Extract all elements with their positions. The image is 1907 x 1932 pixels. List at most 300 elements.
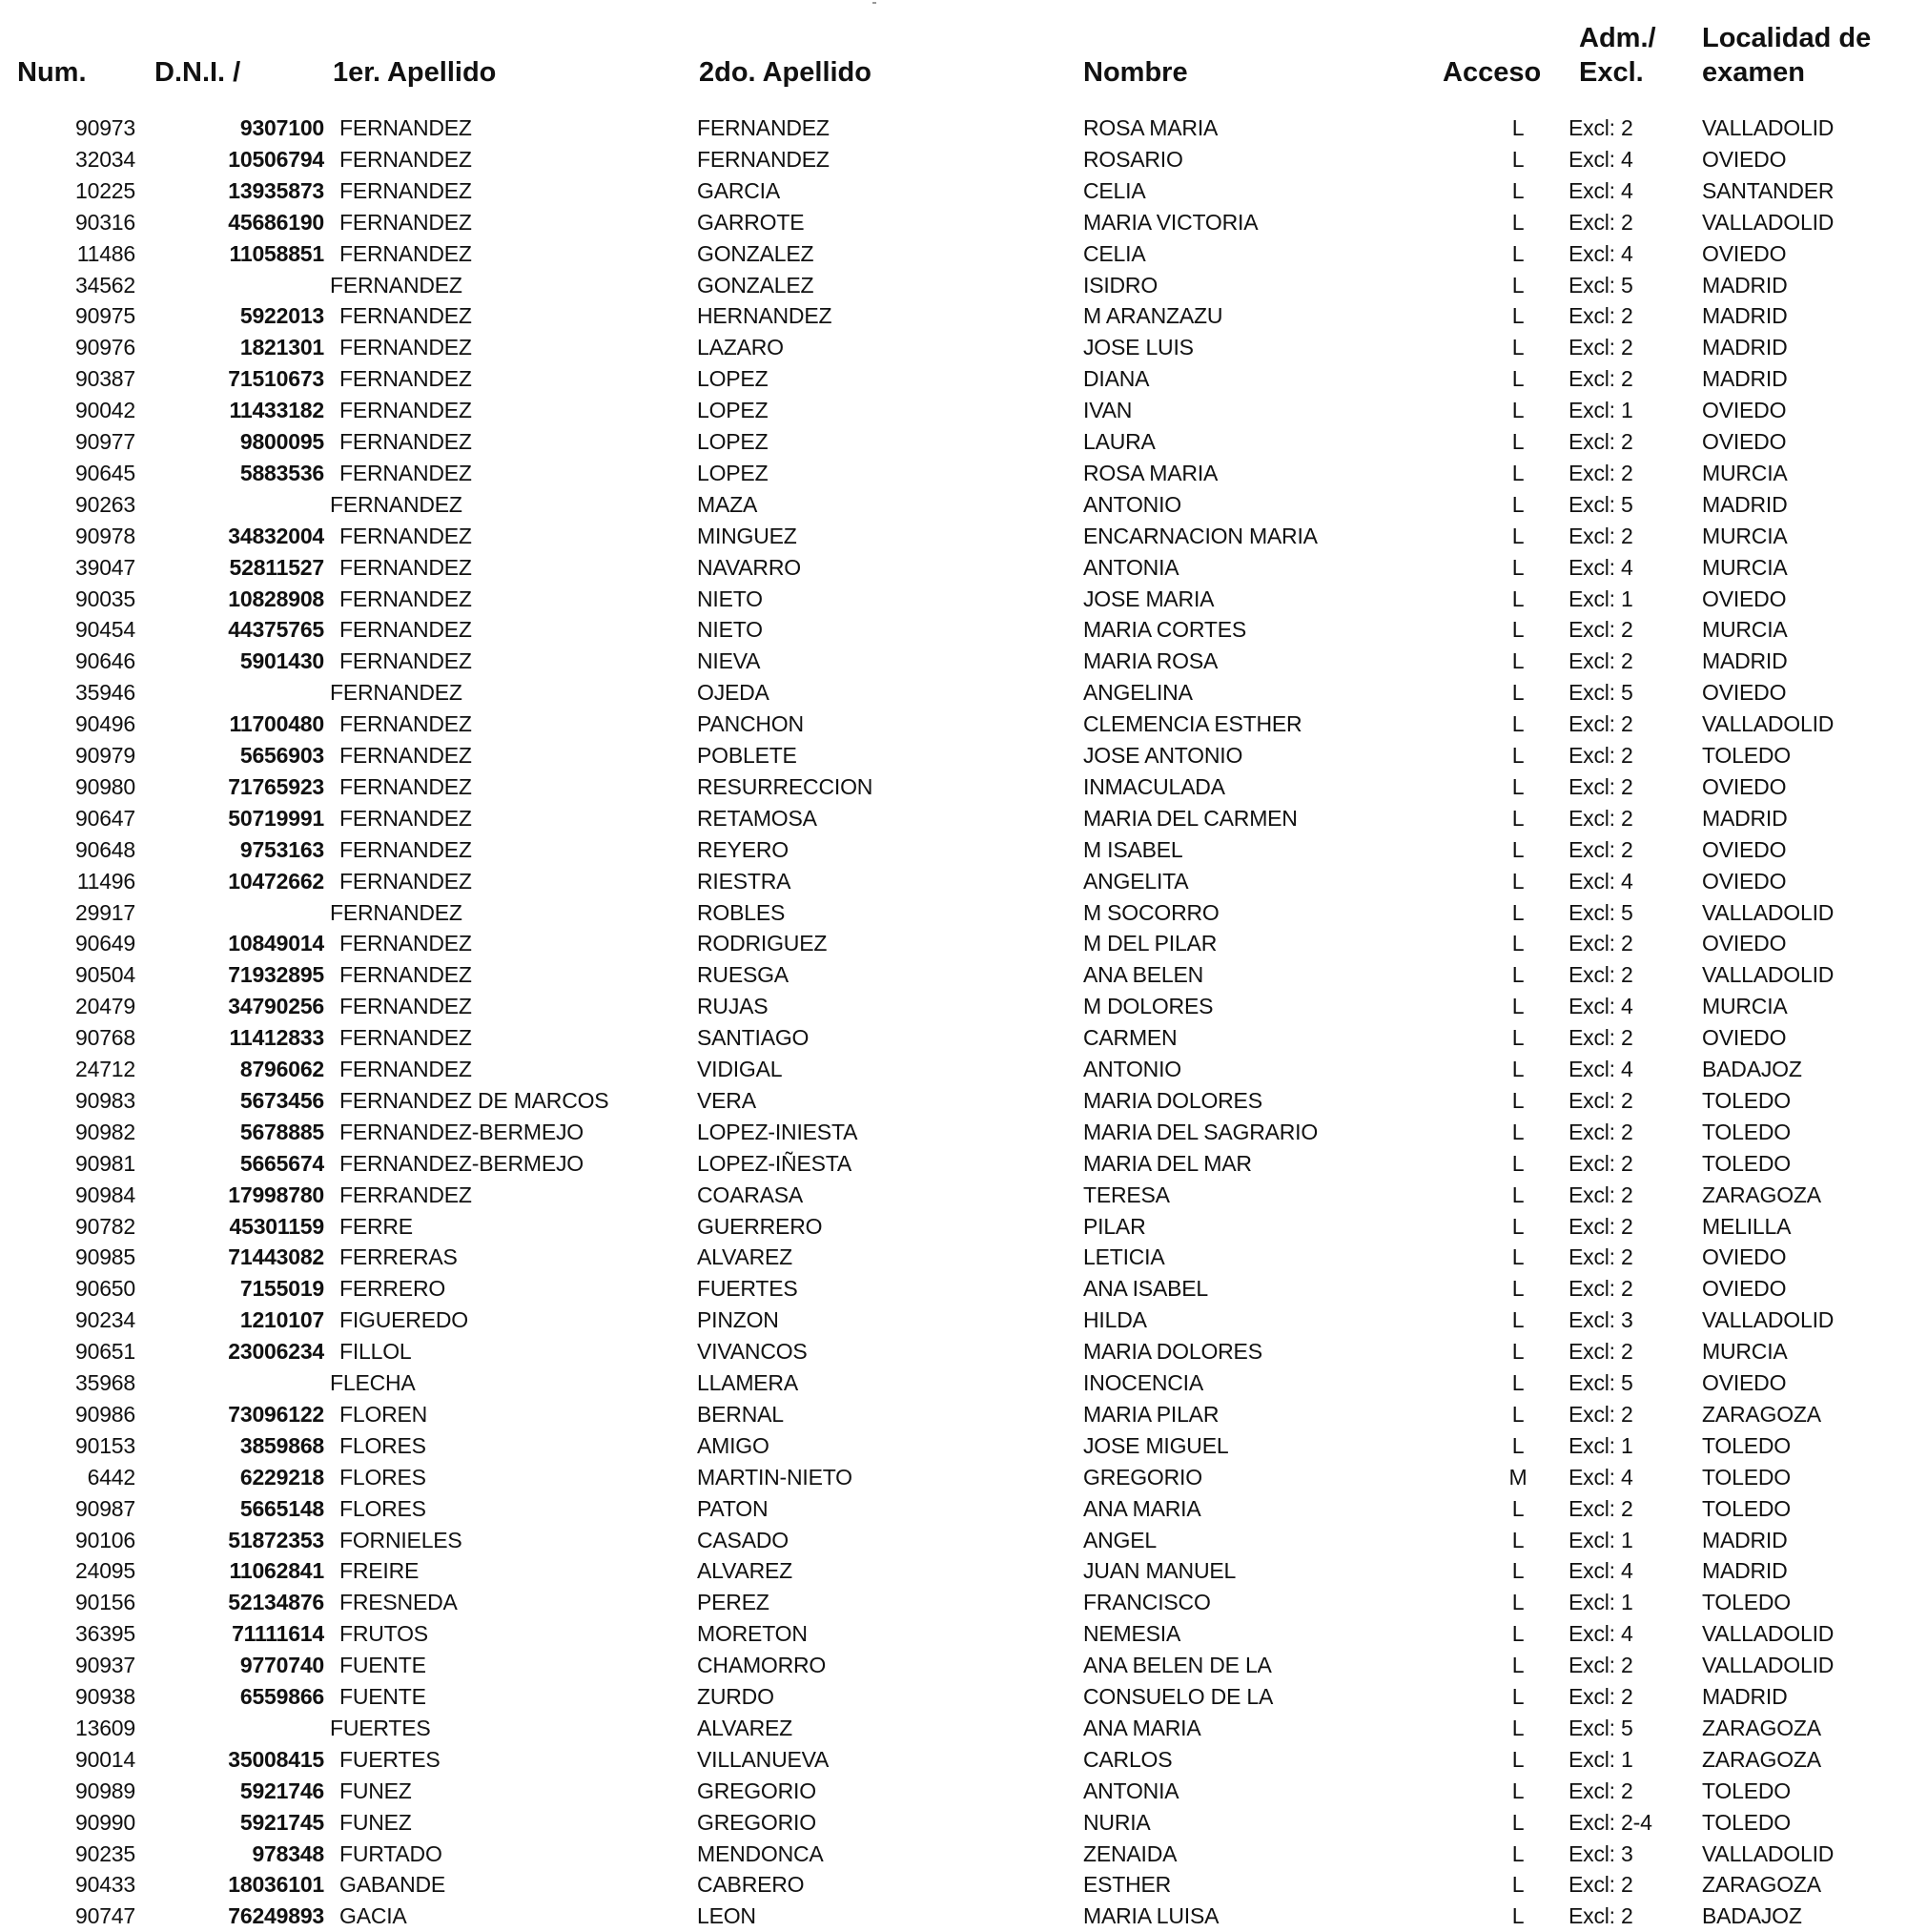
cell-adm-excl: Excl: 2	[1569, 1087, 1633, 1113]
table-row	[0, 300, 1907, 332]
cell-acceso: L	[1511, 398, 1525, 423]
table-row	[0, 771, 1907, 803]
cell-acceso: L	[1511, 1432, 1525, 1458]
table-row	[0, 270, 1907, 301]
cell-dni: 35008415	[228, 1746, 324, 1772]
cell-nombre: NURIA	[1083, 1809, 1151, 1835]
cell-apellido1: FERNANDEZ	[330, 491, 462, 517]
cell-num: 90747	[75, 1903, 135, 1929]
cell-apellido1: FERNANDEZ-BERMEJO	[339, 1119, 584, 1144]
cell-nombre: INOCENCIA	[1083, 1370, 1203, 1395]
cell-localidad: MADRID	[1702, 1527, 1788, 1552]
table-row	[0, 175, 1907, 207]
cell-acceso: L	[1511, 1527, 1525, 1552]
cell-adm-excl: Excl: 3	[1569, 1307, 1633, 1333]
cell-localidad: OVIEDO	[1702, 680, 1787, 706]
cell-nombre: CELIA	[1083, 177, 1146, 203]
cell-adm-excl: Excl: 2	[1569, 115, 1633, 140]
cell-adm-excl: Excl: 2	[1569, 1339, 1633, 1365]
cell-apellido2: GREGORIO	[697, 1778, 816, 1803]
cell-dni: 7155019	[239, 1276, 324, 1302]
cell-acceso: L	[1511, 146, 1525, 172]
cell-dni: 11700480	[229, 711, 324, 737]
cell-nombre: JOSE LUIS	[1083, 335, 1194, 360]
cell-acceso: L	[1511, 1119, 1525, 1144]
cell-apellido1: FERNANDEZ	[339, 805, 472, 831]
table-row	[0, 1054, 1907, 1085]
header-dni: D.N.I. /	[154, 57, 241, 88]
cell-apellido2: AMIGO	[697, 1432, 769, 1458]
cell-localidad: OVIEDO	[1702, 240, 1787, 266]
cell-nombre: ANTONIA	[1083, 1778, 1179, 1803]
cell-nombre: JOSE MIGUEL	[1083, 1432, 1229, 1458]
table-row	[0, 426, 1907, 458]
cell-nombre: ROSA MARIA	[1083, 460, 1219, 485]
header-acceso: Acceso	[1443, 57, 1542, 88]
cell-adm-excl: Excl: 1	[1569, 586, 1633, 611]
cell-num: 34562	[75, 272, 135, 298]
cell-num: 90042	[75, 398, 135, 423]
cell-localidad: MADRID	[1702, 335, 1788, 360]
cell-num: 90980	[75, 773, 135, 799]
cell-dni: 17998780	[228, 1182, 324, 1207]
cell-nombre: ROSARIO	[1083, 146, 1183, 172]
cell-localidad: OVIEDO	[1702, 146, 1787, 172]
cell-apellido2: BERNAL	[697, 1401, 784, 1427]
cell-localidad: OVIEDO	[1702, 836, 1787, 862]
cell-dni: 9307100	[239, 115, 324, 140]
cell-apellido2: GARROTE	[697, 209, 805, 235]
cell-dni: 11062841	[229, 1558, 324, 1584]
cell-nombre: IVAN	[1083, 398, 1133, 423]
cell-acceso: L	[1511, 335, 1525, 360]
cell-nombre: CELIA	[1083, 240, 1146, 266]
cell-localidad: ZARAGOZA	[1702, 1746, 1821, 1772]
cell-localidad: ZARAGOZA	[1702, 1872, 1821, 1898]
cell-apellido2: COARASA	[697, 1182, 804, 1207]
cell-apellido1: FERNANDEZ	[339, 366, 472, 392]
cell-localidad: VALLADOLID	[1702, 1840, 1835, 1866]
cell-localidad: MURCIA	[1702, 523, 1788, 548]
table-row	[0, 740, 1907, 771]
cell-adm-excl: Excl: 1	[1569, 1432, 1633, 1458]
cell-acceso: L	[1511, 1590, 1525, 1615]
cell-adm-excl: Excl: 2	[1569, 1903, 1633, 1929]
cell-apellido2: CASADO	[697, 1527, 789, 1552]
cell-num: 90768	[75, 1025, 135, 1051]
cell-apellido2: LEON	[697, 1903, 756, 1929]
cell-num: 90982	[75, 1119, 135, 1144]
cell-dni: 52134876	[228, 1590, 324, 1615]
table-row	[0, 897, 1907, 929]
cell-dni: 10506794	[228, 146, 324, 172]
cell-localidad: MURCIA	[1702, 994, 1788, 1019]
cell-localidad: MADRID	[1702, 1684, 1788, 1709]
cell-apellido1: FERNANDEZ	[339, 460, 472, 485]
cell-apellido2: ALVAREZ	[697, 1715, 792, 1740]
cell-nombre: MARIA DEL SAGRARIO	[1083, 1119, 1319, 1144]
cell-num: 29917	[75, 899, 135, 925]
cell-num: 90234	[75, 1307, 135, 1333]
cell-localidad: MELILLA	[1702, 1213, 1792, 1239]
cell-apellido2: ROBLES	[697, 899, 786, 925]
cell-apellido1: FERNANDEZ	[339, 648, 472, 674]
cell-nombre: ANTONIO	[1083, 491, 1181, 517]
table-row	[0, 1869, 1907, 1901]
cell-apellido2: LOPEZ	[697, 398, 769, 423]
cell-localidad: SANTANDER	[1702, 177, 1835, 203]
cell-acceso: L	[1511, 931, 1525, 956]
table-row	[0, 521, 1907, 552]
cell-apellido1: FERNANDEZ	[339, 554, 472, 580]
cell-num: 20479	[75, 994, 135, 1019]
cell-acceso: L	[1511, 1495, 1525, 1521]
cell-apellido1: FILLOL	[339, 1339, 412, 1365]
cell-apellido1: FERNANDEZ	[339, 303, 472, 329]
cell-acceso: L	[1511, 648, 1525, 674]
table-row	[0, 458, 1907, 489]
cell-localidad: TOLEDO	[1702, 1432, 1791, 1458]
table-row	[0, 238, 1907, 270]
cell-nombre: CLEMENCIA ESTHER	[1083, 711, 1302, 737]
cell-dni: 45686190	[228, 209, 324, 235]
cell-apellido2: ALVAREZ	[697, 1244, 792, 1270]
cell-localidad: ZARAGOZA	[1702, 1401, 1821, 1427]
cell-nombre: INMACULADA	[1083, 773, 1225, 799]
cell-adm-excl: Excl: 5	[1569, 272, 1633, 298]
table-row	[0, 991, 1907, 1022]
cell-apellido1: FERRANDEZ	[339, 1182, 472, 1207]
table-row	[0, 1525, 1907, 1556]
cell-apellido2: NAVARRO	[697, 554, 801, 580]
cell-dni: 1821301	[239, 335, 324, 360]
table-row	[0, 552, 1907, 584]
cell-apellido2: OJEDA	[697, 680, 769, 706]
cell-apellido1: FLORES	[339, 1464, 426, 1490]
cell-num: 90985	[75, 1244, 135, 1270]
cell-nombre: ANTONIA	[1083, 554, 1179, 580]
cell-apellido1: FERNANDEZ	[339, 398, 472, 423]
table-row	[0, 1085, 1907, 1117]
table-row	[0, 207, 1907, 238]
cell-dni: 71932895	[228, 962, 324, 988]
cell-dni: 5665148	[239, 1495, 324, 1521]
cell-localidad: OVIEDO	[1702, 931, 1787, 956]
cell-num: 35946	[75, 680, 135, 706]
cell-dni: 5673456	[239, 1087, 324, 1113]
cell-dni: 76249893	[228, 1903, 324, 1929]
cell-dni: 5901430	[239, 648, 324, 674]
cell-localidad: OVIEDO	[1702, 1244, 1787, 1270]
cell-adm-excl: Excl: 4	[1569, 1464, 1633, 1490]
cell-dni: 11433182	[229, 398, 324, 423]
table-row	[0, 1430, 1907, 1462]
cell-apellido1: FERNANDEZ	[339, 773, 472, 799]
cell-nombre: MARIA DEL CARMEN	[1083, 805, 1298, 831]
cell-acceso: L	[1511, 1276, 1525, 1302]
cell-dni: 34790256	[228, 994, 324, 1019]
cell-acceso: L	[1511, 1182, 1525, 1207]
table-row	[0, 614, 1907, 646]
cell-num: 90263	[75, 491, 135, 517]
cell-acceso: L	[1511, 1244, 1525, 1270]
table-row	[0, 1744, 1907, 1776]
cell-apellido1: FUERTES	[330, 1715, 431, 1740]
cell-apellido2: MINGUEZ	[697, 523, 797, 548]
cell-localidad: ZARAGOZA	[1702, 1182, 1821, 1207]
cell-nombre: ISIDRO	[1083, 272, 1159, 298]
cell-num: 90646	[75, 648, 135, 674]
cell-apellido1: FERNANDEZ DE MARCOS	[339, 1087, 609, 1113]
cell-dni: 52811527	[229, 554, 324, 580]
cell-num: 90977	[75, 429, 135, 454]
cell-adm-excl: Excl: 1	[1569, 398, 1633, 423]
cell-apellido1: FUNEZ	[339, 1778, 412, 1803]
cell-dni: 9800095	[239, 429, 324, 454]
cell-adm-excl: Excl: 2	[1569, 1684, 1633, 1709]
cell-acceso: L	[1511, 994, 1525, 1019]
table-row	[0, 1839, 1907, 1870]
cell-localidad: MADRID	[1702, 272, 1788, 298]
cell-apellido1: FERNANDEZ	[339, 146, 472, 172]
cell-dni: 5656903	[239, 743, 324, 768]
cell-nombre: MARIA ROSA	[1083, 648, 1219, 674]
cell-acceso: L	[1511, 836, 1525, 862]
cell-apellido2: HERNANDEZ	[697, 303, 832, 329]
cell-dni: 71510673	[228, 366, 324, 392]
cell-dni: 978348	[252, 1840, 324, 1866]
cell-apellido1: FERNANDEZ	[339, 743, 472, 768]
cell-acceso: L	[1511, 1653, 1525, 1678]
cell-adm-excl: Excl: 2	[1569, 836, 1633, 862]
cell-num: 90975	[75, 303, 135, 329]
cell-apellido2: RESURRECCION	[697, 773, 873, 799]
cell-apellido2: VIDIGAL	[697, 1057, 783, 1081]
cell-apellido2: ALVAREZ	[697, 1558, 792, 1584]
cell-adm-excl: Excl: 2	[1569, 711, 1633, 737]
table-row	[0, 1807, 1907, 1839]
cell-apellido1: GABANDE	[339, 1872, 446, 1898]
header-adm-line1: Adm./	[1579, 23, 1656, 53]
cell-nombre: ANA MARIA	[1083, 1715, 1201, 1740]
cell-adm-excl: Excl: 4	[1569, 177, 1633, 203]
cell-acceso: L	[1511, 1872, 1525, 1898]
cell-localidad: VALLADOLID	[1702, 1653, 1835, 1678]
cell-dni: 18036101	[228, 1872, 324, 1898]
cell-adm-excl: Excl: 2	[1569, 335, 1633, 360]
cell-apellido2: LLAMERA	[697, 1370, 798, 1395]
table-row	[0, 1242, 1907, 1273]
cell-acceso: L	[1511, 1903, 1525, 1929]
cell-acceso: L	[1511, 366, 1525, 392]
cell-nombre: PILAR	[1083, 1213, 1146, 1239]
cell-apellido2: MARTIN-NIETO	[697, 1464, 852, 1490]
cell-nombre: LAURA	[1083, 429, 1156, 454]
cell-num: 90651	[75, 1339, 135, 1365]
table-row	[0, 1650, 1907, 1681]
cell-num: 90987	[75, 1495, 135, 1521]
cell-num: 90986	[75, 1401, 135, 1427]
cell-adm-excl: Excl: 2	[1569, 1778, 1633, 1803]
table-row	[0, 332, 1907, 363]
cell-num: 90647	[75, 805, 135, 831]
cell-apellido1: FORNIELES	[339, 1527, 462, 1552]
header-adm-line2: Excl.	[1579, 57, 1644, 88]
cell-adm-excl: Excl: 2	[1569, 1653, 1633, 1678]
cell-num: 10225	[75, 177, 135, 203]
cell-adm-excl: Excl: 4	[1569, 554, 1633, 580]
cell-localidad: MURCIA	[1702, 460, 1788, 485]
header-num: Num.	[17, 57, 87, 88]
cell-adm-excl: Excl: 2	[1569, 1025, 1633, 1051]
table-row	[0, 1462, 1907, 1493]
cell-nombre: M ISABEL	[1083, 836, 1183, 862]
cell-nombre: DIANA	[1083, 366, 1150, 392]
cell-localidad: VALLADOLID	[1702, 711, 1835, 737]
table-row	[0, 1681, 1907, 1713]
table-row	[0, 395, 1907, 426]
cell-apellido2: VIVANCOS	[697, 1339, 808, 1365]
cell-acceso: L	[1511, 1809, 1525, 1835]
cell-apellido1: FUERTES	[339, 1746, 441, 1772]
cell-num: 6442	[87, 1464, 135, 1490]
cell-apellido1: FLECHA	[330, 1370, 416, 1395]
cell-nombre: JOSE MARIA	[1083, 586, 1215, 611]
cell-apellido1: FREIRE	[339, 1558, 420, 1584]
cell-apellido1: FERNANDEZ	[339, 240, 472, 266]
cell-acceso: L	[1511, 617, 1525, 643]
cell-apellido1: FERNANDEZ	[339, 1057, 472, 1081]
cell-num: 11486	[76, 240, 135, 266]
cell-nombre: MARIA DOLORES	[1083, 1339, 1262, 1365]
cell-adm-excl: Excl: 2	[1569, 366, 1633, 392]
cell-num: 90782	[75, 1213, 135, 1239]
cell-apellido1: FRESNEDA	[339, 1590, 458, 1615]
cell-nombre: CARLOS	[1083, 1746, 1173, 1772]
cell-dni: 71111614	[232, 1621, 324, 1647]
cell-localidad: VALLADOLID	[1702, 1307, 1835, 1333]
cell-acceso: L	[1511, 1684, 1525, 1709]
cell-apellido1: FERNANDEZ	[339, 429, 472, 454]
cell-nombre: JUAN MANUEL	[1083, 1558, 1237, 1584]
cell-apellido2: NIETO	[697, 586, 763, 611]
cell-num: 90645	[75, 460, 135, 485]
cell-nombre: ANGEL	[1083, 1527, 1157, 1552]
cell-acceso: L	[1511, 962, 1525, 988]
cell-dni: 9753163	[239, 836, 324, 862]
cell-apellido2: GONZALEZ	[697, 272, 814, 298]
cell-nombre: ANA MARIA	[1083, 1495, 1201, 1521]
cell-num: 39047	[75, 554, 135, 580]
cell-apellido2: LAZARO	[697, 335, 784, 360]
cell-nombre: MARIA VICTORIA	[1083, 209, 1259, 235]
cell-dni: 10828908	[228, 586, 324, 611]
cell-dni: 13935873	[228, 177, 324, 203]
cell-apellido2: RUJAS	[697, 994, 769, 1019]
cell-dni: 45301159	[229, 1213, 324, 1239]
cell-acceso: L	[1511, 743, 1525, 768]
table-row	[0, 928, 1907, 959]
cell-dni: 5921746	[239, 1778, 324, 1803]
cell-apellido1: FLORES	[339, 1495, 426, 1521]
cell-apellido1: FERNANDEZ	[339, 1025, 472, 1051]
cell-nombre: MARIA LUISA	[1083, 1903, 1220, 1929]
table-row	[0, 1180, 1907, 1211]
cell-localidad: MADRID	[1702, 303, 1788, 329]
cell-localidad: OVIEDO	[1702, 868, 1787, 894]
cell-nombre: JOSE ANTONIO	[1083, 743, 1243, 768]
cell-nombre: ANA ISABEL	[1083, 1276, 1208, 1302]
cell-num: 90504	[75, 962, 135, 988]
cell-apellido2: PEREZ	[697, 1590, 769, 1615]
cell-apellido2: PINZON	[697, 1307, 779, 1333]
cell-acceso: L	[1511, 303, 1525, 329]
cell-apellido1: FERNANDEZ	[339, 962, 472, 988]
cell-dni: 9770740	[239, 1653, 324, 1678]
cell-apellido1: FERNANDEZ-BERMEJO	[339, 1150, 584, 1176]
table-row	[0, 803, 1907, 834]
cell-nombre: FRANCISCO	[1083, 1590, 1211, 1615]
cell-localidad: OVIEDO	[1702, 429, 1787, 454]
cell-apellido1: FUENTE	[339, 1684, 426, 1709]
cell-localidad: OVIEDO	[1702, 1276, 1787, 1302]
cell-acceso: L	[1511, 240, 1525, 266]
cell-dni: 6559866	[239, 1684, 324, 1709]
cell-apellido1: FUNEZ	[339, 1809, 412, 1835]
cell-apellido1: FERNANDEZ	[330, 680, 462, 706]
cell-nombre: LETICIA	[1083, 1244, 1165, 1270]
cell-num: 90316	[75, 209, 135, 235]
cell-apellido2: CHAMORRO	[697, 1653, 827, 1678]
cell-dni: 1210107	[239, 1307, 324, 1333]
cell-apellido2: LOPEZ-IÑESTA	[697, 1150, 852, 1176]
cell-nombre: M DOLORES	[1083, 994, 1214, 1019]
cell-adm-excl: Excl: 2	[1569, 1213, 1633, 1239]
cell-nombre: ANA BELEN	[1083, 962, 1204, 988]
cell-nombre: ANTONIO	[1083, 1057, 1181, 1081]
cell-apellido1: FERRERAS	[339, 1244, 458, 1270]
cell-acceso: L	[1511, 1307, 1525, 1333]
cell-apellido1: FERRE	[339, 1213, 413, 1239]
header-apellido1: 1er. Apellido	[333, 57, 497, 88]
cell-adm-excl: Excl: 4	[1569, 994, 1633, 1019]
table-row	[0, 363, 1907, 395]
cell-adm-excl: Excl: 1	[1569, 1590, 1633, 1615]
cell-apellido2: REYERO	[697, 836, 789, 862]
cell-apellido1: FERNANDEZ	[339, 586, 472, 611]
cell-localidad: TOLEDO	[1702, 1150, 1791, 1176]
cell-apellido2: GUERRERO	[697, 1213, 823, 1239]
cell-num: 24095	[75, 1558, 135, 1584]
table-row	[0, 959, 1907, 991]
cell-dni: 73096122	[228, 1401, 324, 1427]
table-row	[0, 489, 1907, 521]
cell-acceso: L	[1511, 680, 1525, 706]
cell-apellido2: FERNANDEZ	[697, 146, 830, 172]
cell-num: 36395	[75, 1621, 135, 1647]
cell-apellido2: GREGORIO	[697, 1809, 816, 1835]
table-row	[0, 113, 1907, 144]
cell-adm-excl: Excl: 2	[1569, 209, 1633, 235]
cell-apellido2: PATON	[697, 1495, 769, 1521]
cell-adm-excl: Excl: 2	[1569, 303, 1633, 329]
cell-nombre: TERESA	[1083, 1182, 1170, 1207]
cell-acceso: L	[1511, 272, 1525, 298]
cell-apellido2: RIESTRA	[697, 868, 791, 894]
cell-localidad: MURCIA	[1702, 554, 1788, 580]
cell-dni: 3859868	[239, 1432, 324, 1458]
cell-dni: 5922013	[239, 303, 324, 329]
